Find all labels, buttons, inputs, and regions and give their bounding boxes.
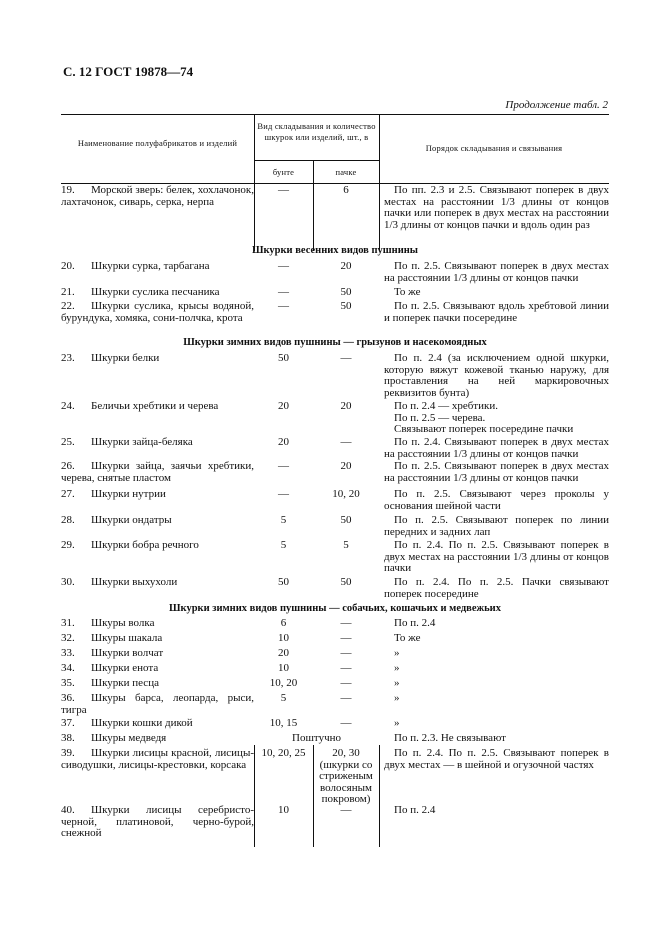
table-continuation-label: Продолжение табл. 2 bbox=[505, 99, 608, 111]
section-title: Шкурки зимних видов пушнины — грызунов и насекомоядных bbox=[183, 337, 487, 348]
bunte-cell: — bbox=[278, 184, 289, 196]
row-name-cell: 19. Морской зверь: белек, хохлачонок, лахтачонок, сиварь, серка, нерпа bbox=[61, 184, 254, 208]
col-header-pachke: пачке bbox=[335, 167, 357, 177]
col-header-group: Вид складывания и количество шкурок или изделий, шт., в bbox=[257, 121, 376, 142]
section-title: Шкурки зимних видов пушнины — собачьих, кошачьих и медвежьих bbox=[169, 603, 501, 614]
page-header: С. 12 ГОСТ 19878—74 bbox=[63, 64, 194, 79]
pachke-cell: 6 bbox=[343, 184, 349, 196]
procedure-cell: По пп. 2.3 и 2.5. Связывают поперек в двух местах на расстоянии 1/3 длины от концов пачки или поперек в двух местах на расстоянии 1/3 длины от концов пачки и вдоль один раз bbox=[384, 184, 609, 231]
col-header-procedure: Порядок складывания и связывания bbox=[425, 143, 563, 153]
col-header-name: Наименование полуфабрикатов и изделий bbox=[77, 138, 238, 148]
section-title: Шкурки весенних видов пушнины bbox=[251, 245, 418, 256]
table: Наименование полуфабрикатов и изделий Вид складывания и количество шкурок или изделий, шт., в бунте пачке Порядок складывания и связывания 19. Морской зверь: белек, хохлачонок, лахтачонок, сиварь, серка, нерпа — 6 По пп. 2.3 и 2.5. Связывают поперек в двух местах на расстоянии 1/3 длины от концов пачки или поперек в двух местах на расстоянии 1/3 длины от концов пачки и вдоль один раз Шкурки весенних видов пушнины 20. Шкурки сурка, тарбагана — 20 По п. 2.5. Связывают поперек в двух местах на расстоянии 1/3 длины от концов пачки 21. Шкурки суслика песчаника — 50 То же 22. Шкурки суслика, крысы водяной, бурундука, хомяка, сони-полчка, крота — 50 По п. 2.5. Связывают вдоль хребтовой линии и поперек пачки посередине Шкурки зимних видов пушнины — грызунов и насекомоядных 23. Шкурки белки 50 — По п. 2.4 (за исключением одной шкурки, которую вяжут кожевой тканью наружу, для проставления на ней маркировочных реквизитов бунта) 24. Беличьи хребтики и черева 20 20 По п. 2.4 — хребтики. По п. 2.5 — черева. Связывают поперек посередине пачки 25. Шкурки зайца-беляка 20 — По п. 2.4. Связывают поперек в двух местах на расстоянии 1/3 длины от концов пачки 26. Шкурки зайца, заячьи хребтики, черева, снятые пластом — 20 По п. 2.5. Связывают поперек в двух местах на расстоянии 1/3 длины от концов пачки 27. Шкурки нутрии — 10, 20 По п. 2.5. Связывают через проколы у основания шейной части 28. Шкурки ондатры 5 50 По п. 2.5. Связывают поперек по линии передних и задних лап 29. Шкурки бобра речного 5 5 По п. 2.4. По п. 2.5. Связывают поперек в двух местах на расстоянии 1/3 длины от концов пачки 30. Шкурки выхухоли 50 50 По п. 2.4. По п. 2.5. Пачки связывают поперек посередине Шкурки зимних видов пушнины — собачьих, кошачьих и медвежьих 31. Шкуры волка 6 — По п. 2.4 32. Шкуры шакала 10 — То же 33. Шкурки волчат 20 — » 34. Шкурки енота 10 — » 35. Шкурки песца 10, 20 — » 36. Шкуры барса, леопарда, рыси, тигра 5 — » 37. Шкурки кошки дикой 10, 15 — » 38. Шкуры медведя Поштучно По п. 2.3. Не связывают 39. Шкурки лисицы красной, лисицы-сиводушки, лисицы-крестовки, корсака 10, 20, 25 20, 30 (шкурки со стриженым волосяным покровом) По п. 2.4. По п. 2.5. Связывают поперек в двух местах — в шейной и огузочной частях 40. Шкурки лисицы серебристо-черной, платиновой, черно-бурой, снежной 10 — По п. 2.4 bbox=[61, 114, 609, 850]
col-header-bunte: бунте bbox=[272, 167, 295, 177]
